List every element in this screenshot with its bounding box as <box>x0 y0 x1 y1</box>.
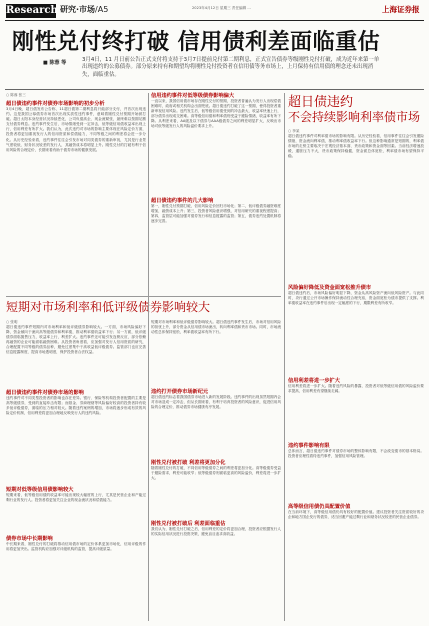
subhead: 信用违约事件对低等级债券影响偏大 <box>151 93 235 99</box>
section-name: 研究·市场 <box>60 5 96 14</box>
section-title: 超日债违约 <box>288 95 354 110</box>
research-tag: Research <box>6 5 58 16</box>
page-header <box>0 0 429 20</box>
dateline: 2023年4月12日 星期三 责任编辑 ... <box>192 6 251 10</box>
subhead: 刚性兑付被打破后 利差面临重估 <box>151 521 226 527</box>
subhead: 债券市场中长期影响 <box>6 536 53 542</box>
subhead: 超日债违约事件的几大影响 <box>151 198 214 204</box>
main-headline: 刚性兑付终打破 信用债利差面临重估 <box>12 29 381 55</box>
subhead: 高等级信用债仍具配置价值 <box>288 504 351 510</box>
subhead: 违约事件影响有限 <box>288 443 330 449</box>
subhead: 风险偏好降低及资金面宽松推升债市 <box>288 285 372 291</box>
page-number: /A5 <box>95 5 109 14</box>
section-divider <box>5 89 424 90</box>
subhead: 信用利差将进一步扩大 <box>288 378 340 384</box>
body-text: 一直以来，我国信用债市场存在刚性兑付的预期，投资者普遍认为发行人出现偿债困难时，政府或相关机构会出面兜底。超日债违约打破了这一预期，使得投资者重新审视信用风险。违约发生后，低等级信用债受到的冲击最大，收益率快速上行，部分债券出现成交困难。高等级信用债和利率债则受益于避险情绪，收益率有所下降。从利差来看，AA级及以下债券与AAA级债券之间的利差明显扩大，反映出市场对低等级发行人的风险溢价要求上升。 <box>151 99 281 129</box>
author-byline: ■ 陈蓉 等 <box>43 60 67 66</box>
lead-paragraph: 3月4日，11 月日前公告正式支付将支持于3月7日提前兑付第二期利息，正式宣告债券等级刚性兑付打破，成为近年来第一单出现违约的公募债券。部分原来持有和期望均将刚性兑付投资者在信用债等务市场上，上月保持有信用债的理念还未出现消失，面临重估。 <box>82 57 380 78</box>
column-left-lower <box>6 320 146 620</box>
subhead: 超日债违约事件对债券市场影响的初步分析 <box>6 101 105 107</box>
column-middle <box>151 93 281 293</box>
body-text: 信用利差将进一步扩大。随着违约风险的暴露，投资者对低等级信用债的风险溢价要求提高，信用利差有望继续走阔。 <box>288 384 424 394</box>
column-divider <box>284 93 285 621</box>
section-title: 短期对市场利率和低评级债券影响较大 <box>6 300 211 314</box>
body-text: 短期对市场利率和低评级债券影响较大。超日债违约事件发生后，市场对信用风险的担忧上升，部分资金从信用债市场流出，转向利率债和货币市场。同时，市场流动性总体保持宽松，利率债收益率有所下行。 <box>151 320 281 335</box>
body-text: 超日债违约后，市场风险偏好明显下降，资金从高风险资产流向低风险资产。与此同时，央行通过公开市场操作保持流动性合理充裕，资金面宽松为债市提供了支撑。利率债收益率在违约事件后出现一定幅度的下行，期限利差有所收窄。 <box>288 291 424 306</box>
body-text: 总体而言，超日债违约事件对债券市场的整体影响有限，不会改变债市的基本格局。投资者应理性看待违约事件，加强信用风险管理。 <box>288 449 424 459</box>
byline-meta: ○ 张明 <box>6 320 18 324</box>
subhead: 违约打开债券市场新纪元 <box>151 389 209 395</box>
byline-meta: ○ 陈蓉 张三 <box>6 93 26 97</box>
body-text: 中长期来看，刚性兑付的打破将推动信用债市场的定价体系更加市场化，信用评级的作用将更加突出。监管机构应加强对评级机构的监管，提高评级质量。 <box>6 542 146 552</box>
divider <box>6 296 281 297</box>
body-text: 在当前环境下，高等级信用债仍具有较好的配置价值。建议投资者关注资质较好的央企和地方国企发行的债券，适当回避产能过剩行业和财务状况较差的民营企业债券。 <box>288 510 424 520</box>
body-text: 违约事件对不同类型投资者的影响也存在差异。银行、保险等机构投资者配置的主要是高等级债券，受到的直接冲击有限；而基金、券商理财等风险偏好较高的投资者持有较多低评级债券，面临的压力相对较大。随着违约案例的增加，市场将逐步形成有效的风险定价机制，信用利差将更加合理地反映发行人的违约风险。 <box>6 396 146 416</box>
subhead: 短期对低等级信用债影响较大 <box>6 487 74 493</box>
body-text: 3月4日晚，超日债发布公告称，11超日债第二期利息将只能部分支付，并首次出现违约。这是我国公募债券市场首次出现实质性违约事件，意味着刚性兑付预期开始被打破。超日太阳本身经营状况持续恶化，公司负债高企、现金流紧张，最终难以按期足额支付债券利息。违约事件发生后，市场情绪受到一定冲击，低等级信用债收益率出现上行，信用利差有所扩大。我们认为，此次违约对市场的影响主要体现在风险定价方面，投资者将更加重视发行人的信用资质和偿债能力，不同等级之间的利差将会进一步分化。从历史经验来看，违约事件往往会引发市场对同类债券的重新审视，尤其是行业景气度较低、财务状况较差的发行人，其融资成本将明显上升。刚性兑付的打破有利于信用风险的合理定价，长期来看有助于债券市场的健康发展。 <box>6 107 146 152</box>
body-text: 超日债违约事件对利率债市场的影响有限。从历史经验看，信用事件往往会引发避险情绪，资金流向利率债，推动利率债收益率下行。但这种影响通常是短期的，利率债市场的走势主要取决于宏观经济基本面、货币政策和资金面等因素。当前经济增速放缓，通胀压力不大，货币政策保持稳健，资金面总体宽松，利率债市场有望保持平稳。 <box>288 134 424 159</box>
body-text: 随着刚性兑付的打破，不同信用等级债券之间的利差将更加分化。高等级债券受益于避险需求，利差可能收窄；低等级债券则面临更高的风险溢价，利差将进一步扩大。 <box>151 466 281 481</box>
masthead-logo: 上海证券报 <box>382 5 420 14</box>
section-label <box>60 5 108 15</box>
body-text: 超日债违约标志着我国债券市场进入新的发展阶段。违约事件的出现虽然短期内会对市场造成一定冲击，但从长期来看，有利于培育投资者的风险意识，促进信用风险的合理定价，推动债券市场健康有序发展。 <box>151 395 281 410</box>
subhead: 刚性兑付被打破 利差将更加分化 <box>151 460 226 466</box>
column-middle-lower <box>151 320 281 620</box>
body-text: 第一，刚性兑付预期打破，信用风险定价回归市场化；第二，低评级债券融资难度增加，融资成本上升；第三，投资者风险意识增强，对信用研究的重视程度提高；第四，监管层可能加强对债券发行和信息披露的监管；第五，债券违约处置机制将逐步完善。 <box>151 204 281 224</box>
byline-meta: ○ 李某 <box>288 129 300 133</box>
section-title: 不会持续影响利率债市场 <box>288 110 421 124</box>
body-text: 超日债违约事件短期内对市场利率和低评级债券影响较大。一方面，市场风险偏好下降，资金倾向于流向高等级债券和利率债，推动利率债收益率下行；另一方面，低评级债券面临抛售压力，收益率上行，利差扩大。违约事件还可能引发连锁反应，部分依赖再融资的企业可能面临融资困难。从投资者角度看，应加强对发行人信用资质的研究，合理配置不同等级的债券品种，避免过度集中于高收益低评级债券。监管部门也应完善信息披露制度，提高市场透明度，保护投资者合法权益。 <box>6 325 146 355</box>
column-divider <box>148 93 149 621</box>
column-right <box>288 95 424 623</box>
body-text: 短期来看，低等级信用债的收益率可能出现较大幅度的上行，尤其是民营企业和产能过剩行业的发行人。投资者将更加关注企业的现金流状况和偿债能力。 <box>6 493 146 503</box>
subhead: 超日债违约事件对债券市场的影响 <box>6 390 84 396</box>
body-text: 我们认为，刚性兑付打破之后，信用利差的定价将更加合理，投资者应根据发行人的实际信用状况进行投资决策，避免盲目追求高收益。 <box>151 527 281 537</box>
header-rule <box>5 20 424 21</box>
